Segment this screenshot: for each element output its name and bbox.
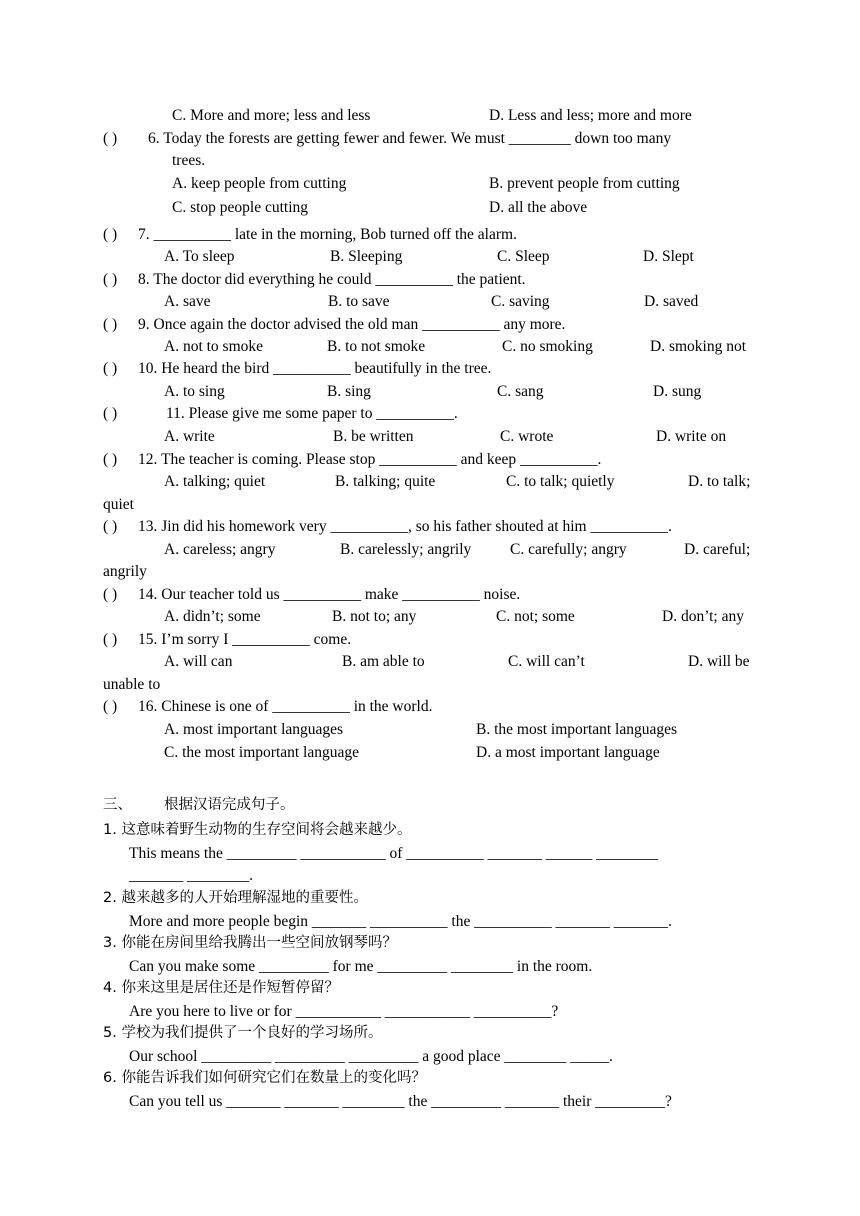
answer-paren[interactable]: ( ): [103, 586, 118, 603]
option-b: B. to save: [328, 293, 390, 310]
answer-paren[interactable]: ( ): [103, 316, 118, 333]
option-c: C. stop people cutting: [172, 199, 309, 216]
option-a: A. talking; quiet: [164, 473, 266, 490]
option-d: D. Slept: [643, 248, 694, 265]
option-b: B. not to; any: [332, 608, 417, 625]
option-wrap: unable to: [103, 676, 161, 693]
question-stem: 7. __________ late in the morning, Bob turned off the alarm.: [138, 226, 517, 243]
option-a: A. keep people from cutting: [172, 175, 347, 192]
section-number: 三、: [103, 797, 132, 813]
option-b: B. Sleeping: [330, 248, 403, 265]
option-a: A. to sing: [164, 383, 225, 400]
option-c: C. wrote: [500, 428, 554, 445]
option-b: B. prevent people from cutting: [489, 175, 680, 192]
option-a: A. write: [164, 428, 215, 445]
option-d: D. sung: [653, 383, 702, 400]
translation-sentence-cont[interactable]: _______ ________.: [129, 867, 253, 884]
translation-prompt: 5. 学校为我们提供了一个良好的学习场所。: [103, 1025, 383, 1041]
question-stem: 13. Jin did his homework very __________, so his father shouted at him __________.: [138, 518, 672, 535]
option-c: C. Sleep: [497, 248, 550, 265]
option-c: C. carefully; angry: [510, 541, 627, 558]
option-b: B. the most important languages: [476, 721, 678, 738]
option-b: B. be written: [333, 428, 414, 445]
option-d: D. will be: [688, 653, 750, 670]
option-d: D. a most important language: [476, 744, 660, 761]
option-a: A. To sleep: [164, 248, 235, 265]
option-c: C. sang: [497, 383, 544, 400]
answer-paren[interactable]: ( ): [103, 698, 118, 715]
answer-paren[interactable]: ( ): [103, 130, 118, 147]
option-b: B. am able to: [342, 653, 425, 670]
option-d: D. saved: [644, 293, 699, 310]
option-b: B. to not smoke: [327, 338, 426, 355]
option-wrap: quiet: [103, 496, 134, 513]
option-a: A. not to smoke: [164, 338, 264, 355]
option-b: B. carelessly; angrily: [340, 541, 472, 558]
option-wrap: angrily: [103, 563, 147, 580]
option-c: C. the most important language: [164, 744, 360, 761]
question-stem: 14. Our teacher told us __________ make __________ noise.: [138, 586, 521, 603]
translation-prompt: 6. 你能告诉我们如何研究它们在数量上的变化吗？: [103, 1070, 426, 1086]
translation-prompt: 1. 这意味着野生动物的生存空间将会越来越少。: [103, 822, 412, 838]
option-c: C. saving: [491, 293, 550, 310]
translation-sentence[interactable]: Are you here to live or for ___________ ___________ __________?: [129, 1003, 559, 1020]
answer-paren[interactable]: ( ): [103, 631, 118, 648]
answer-paren[interactable]: ( ): [103, 360, 118, 377]
option-d: D. don’t; any: [662, 608, 744, 625]
translation-sentence[interactable]: Can you make some _________ for me _________ ________ in the room.: [129, 958, 593, 975]
answer-paren[interactable]: ( ): [103, 226, 118, 243]
option-d: D. Less and less; more and more: [489, 107, 692, 124]
question-stem-cont: trees.: [172, 152, 206, 169]
question-stem: 11. Please give me some paper to __________.: [166, 405, 458, 422]
question-stem: 10. He heard the bird __________ beautifully in the tree.: [138, 360, 492, 377]
translation-sentence[interactable]: Can you tell us _______ _______ ________ the _________ _______ their _________?: [129, 1093, 672, 1110]
translation-sentence[interactable]: Our school _________ _________ _________ a good place ________ _____.: [129, 1048, 613, 1065]
option-c: C. no smoking: [502, 338, 593, 355]
option-d: D. to talk;: [688, 473, 751, 490]
translation-sentence[interactable]: This means the _________ ___________ of __________ _______ ______ ________: [129, 845, 659, 862]
option-c: C. will can’t: [508, 653, 585, 670]
answer-paren[interactable]: ( ): [103, 271, 118, 288]
question-stem: 9. Once again the doctor advised the old man __________ any more.: [138, 316, 566, 333]
answer-paren[interactable]: ( ): [103, 518, 118, 535]
question-stem: 16. Chinese is one of __________ in the world.: [138, 698, 433, 715]
answer-paren[interactable]: ( ): [103, 451, 118, 468]
option-d: D. write on: [656, 428, 727, 445]
option-a: A. didn’t; some: [164, 608, 261, 625]
option-c: C. More and more; less and less: [172, 107, 371, 124]
question-stem: 12. The teacher is coming. Please stop __________ and keep __________.: [138, 451, 602, 468]
option-b: B. sing: [327, 383, 371, 400]
option-c: C. not; some: [496, 608, 575, 625]
translation-prompt: 4. 你来这里是居住还是作短暂停留？: [103, 980, 339, 996]
question-stem: 15. I’m sorry I __________ come.: [138, 631, 352, 648]
option-b: B. talking; quite: [335, 473, 436, 490]
option-d: D. smoking not: [650, 338, 747, 355]
translation-prompt: 3. 你能在房间里给我腾出一些空间放钢琴吗？: [103, 935, 397, 951]
option-a: A. most important languages: [164, 721, 344, 738]
translation-prompt: 2. 越来越多的人开始理解湿地的重要性。: [103, 890, 368, 906]
answer-paren[interactable]: ( ): [103, 405, 118, 422]
question-stem: 8. The doctor did everything he could __________ the patient.: [138, 271, 526, 288]
translation-sentence[interactable]: More and more people begin _______ __________ the __________ _______ _______.: [129, 913, 672, 930]
question-stem: 6. Today the forests are getting fewer and fewer. We must ________ down too many: [148, 130, 672, 147]
section-title: 根据汉语完成句子。: [164, 797, 295, 813]
option-a: A. careless; angry: [164, 541, 276, 558]
option-c: C. to talk; quietly: [506, 473, 615, 490]
option-a: A. will can: [164, 653, 233, 670]
option-d: D. all the above: [489, 199, 588, 216]
option-a: A. save: [164, 293, 211, 310]
option-d: D. careful;: [684, 541, 751, 558]
